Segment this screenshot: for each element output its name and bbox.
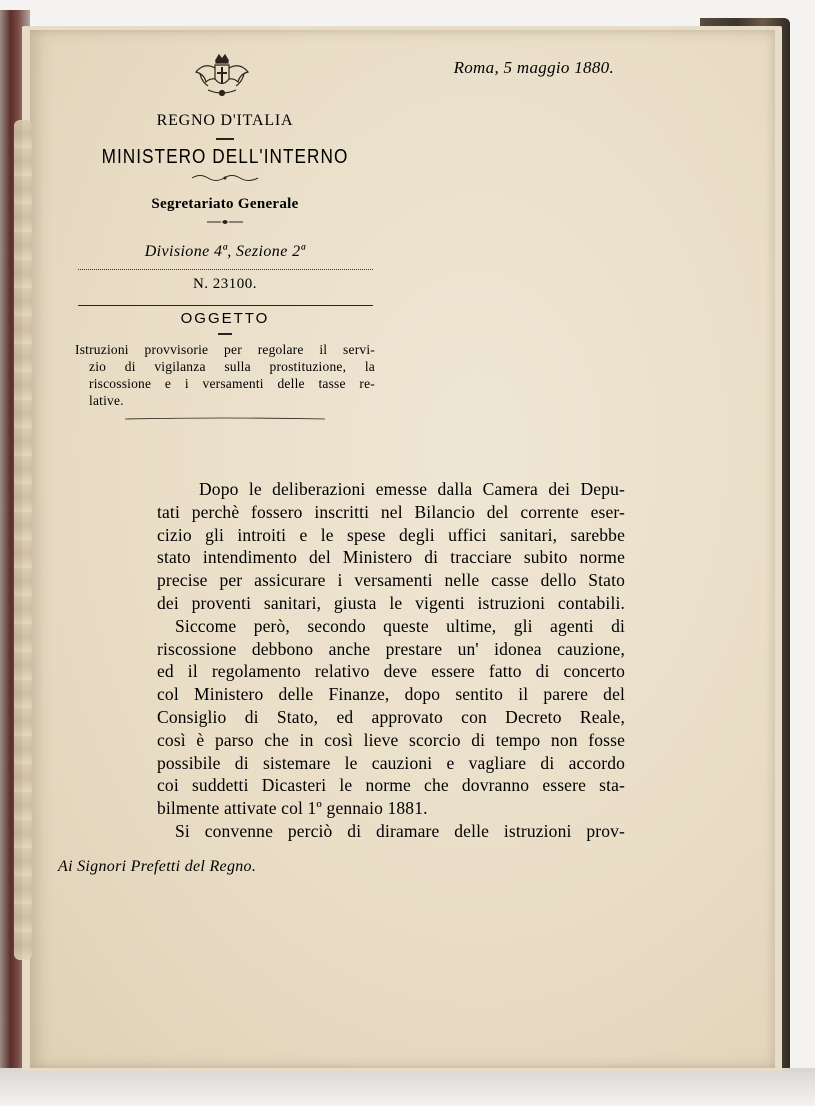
body-line: bilmente attivate col 1º gennaio 1881.: [157, 798, 428, 819]
body-line: tati perchè fossero inscritti nel Bilancio del corrente eser-: [157, 501, 625, 522]
royal-coat-of-arms-icon: [192, 52, 252, 100]
body-line: Consiglio di Stato, ed approvato con Decreto Reale,: [157, 706, 625, 727]
division-label: Divisione 4ª, Sezione 2ª: [144, 243, 306, 260]
kingdom-title: REGNO D'ITALIA: [156, 112, 294, 129]
divider-dash: [216, 138, 234, 140]
addressee-line: Ai Signori Prefetti del Regno.: [58, 858, 257, 875]
small-ornament-icon: [205, 218, 245, 226]
subject-line: riscossione e i versamenti delle tasse re-: [89, 375, 375, 391]
body-line: possibile di sistemare le cauzioni e vagliare di accordo: [157, 752, 625, 773]
subject-heading: OGGETTO: [180, 310, 270, 327]
flourish-ornament-icon: [190, 173, 260, 183]
subject-line: Istruzioni provvisorie per regolare il servi-: [75, 341, 375, 357]
body-line: riscossione debbono anche prestare un' idonea cauzione,: [157, 638, 625, 659]
subject-text: [75, 341, 375, 409]
subject-line: zio di vigilanza sulla prostituzione, la: [89, 358, 375, 374]
table-surface: [0, 1068, 815, 1106]
solid-rule: [78, 305, 373, 306]
page-torn-edge: [14, 120, 32, 960]
body-line: cizio gli introiti e le spese degli uffici sanitari, sarebbe: [157, 524, 625, 545]
ministry-title: MINISTERO DELL'INTERNO: [101, 146, 349, 168]
dotted-rule: [78, 269, 373, 270]
body-line: Si convenne perciò di diramare delle istruzioni prov-: [175, 820, 625, 841]
body-line: coi suddetti Dicasteri le norme che dovranno essere sta-: [157, 775, 625, 796]
protocol-number: N. 23100.: [192, 276, 258, 292]
letter-body: [157, 478, 625, 843]
body-line: Siccome però, secondo queste ultime, gli agenti di: [175, 615, 625, 636]
divider-dash: [218, 333, 232, 335]
body-line: precise per assicurare i versamenti nelle casse dello Stato: [157, 570, 625, 591]
closing-rule: [125, 416, 325, 422]
body-line: così è parso che in così lieve scorcio di tempo non fosse: [157, 729, 625, 750]
letterhead: [70, 112, 380, 427]
body-line: dei proventi sanitari, giusta le vigenti istruzioni contabili.: [157, 592, 625, 613]
department-title: Segretariato Generale: [151, 196, 299, 212]
body-line: col Ministero delle Finanze, dopo sentito il parere del: [157, 684, 625, 705]
document-date: Roma, 5 maggio 1880.: [453, 58, 614, 77]
subject-line: lative.: [89, 392, 124, 408]
body-line: Dopo le deliberazioni emesse dalla Camera dei Depu-: [199, 479, 625, 499]
body-line: stato intendimento del Ministero di tracciare subito norme: [157, 547, 625, 568]
body-line: ed il regolamento relativo deve essere fatto di concerto: [157, 661, 625, 682]
